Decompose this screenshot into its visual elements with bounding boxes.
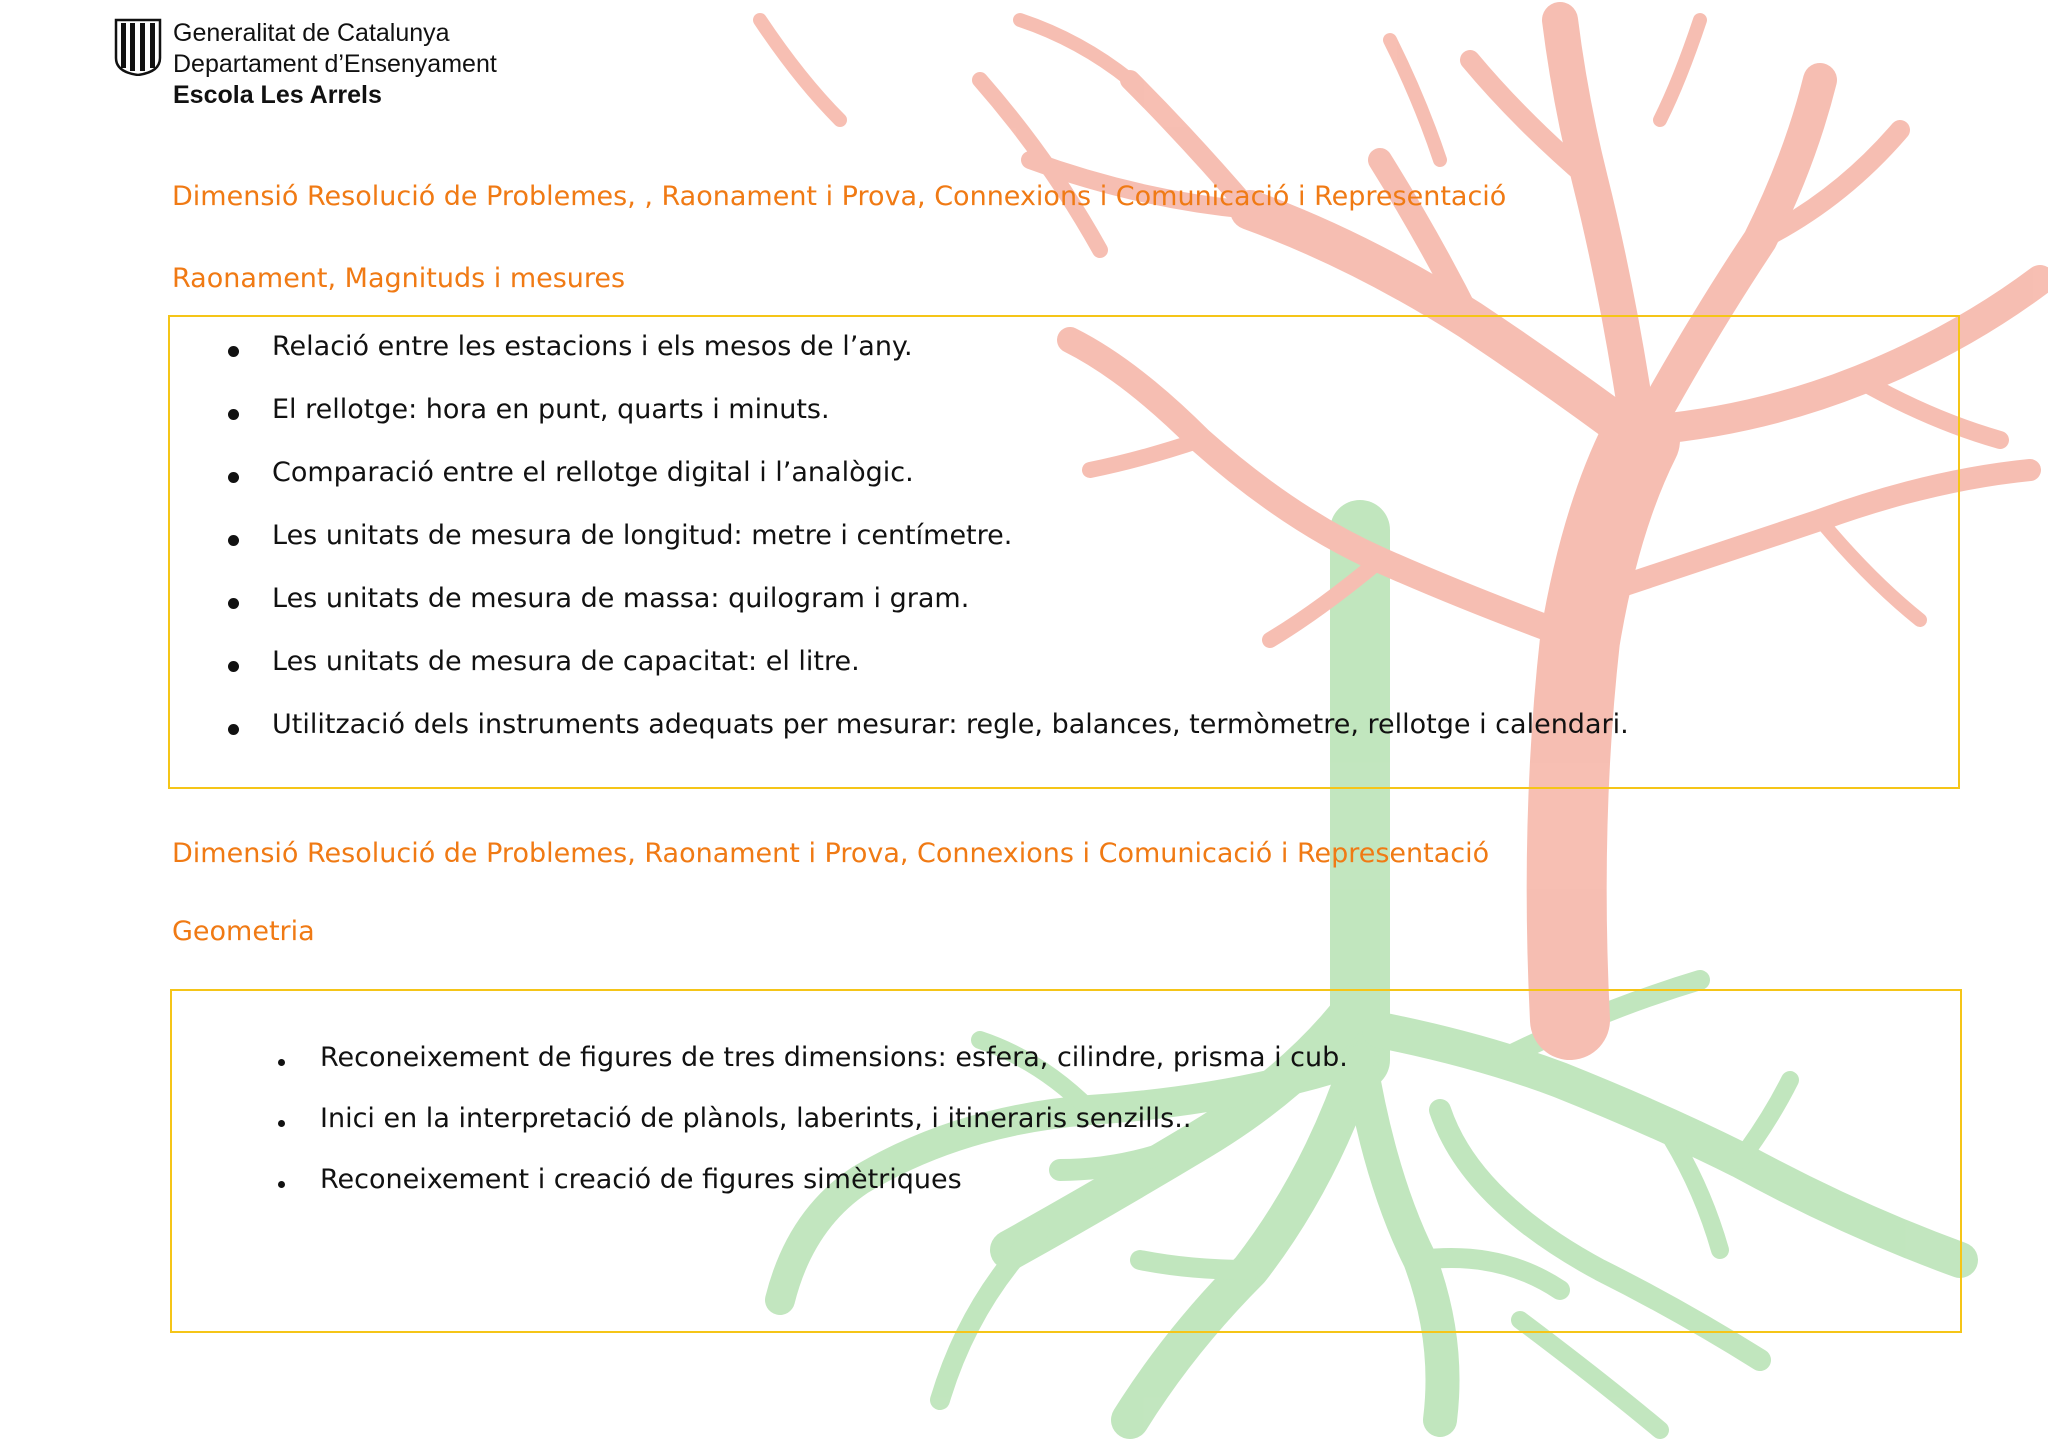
school-name: Escola Les Arrels: [173, 81, 382, 109]
bullet-icon: [228, 472, 239, 483]
bullet-icon: [228, 535, 239, 546]
section1-dimension-heading: Dimensió Resolució de Problemes, , Raonament i Prova, Connexions i Comunicació i Representació: [172, 181, 1507, 212]
bullet-icon: [228, 598, 239, 609]
generalitat-logo-icon: [114, 18, 162, 76]
section2-content-box: [170, 989, 1962, 1333]
bullet-icon: [228, 346, 239, 357]
bullet-icon: [228, 724, 239, 735]
org-name: Generalitat de Catalunya: [173, 19, 450, 47]
bullet-icon: [278, 1120, 285, 1127]
bullet-icon: [278, 1181, 285, 1188]
bullet-icon: [278, 1059, 285, 1066]
bullet-icon: [228, 661, 239, 672]
section2-dimension-heading: Dimensió Resolució de Problemes, Raonament i Prova, Connexions i Comunicació i Representació: [172, 838, 1490, 869]
section1-subtitle: Raonament, Magnituds i mesures: [172, 263, 626, 294]
bullet-icon: [228, 409, 239, 420]
department-name: Departament d’Ensenyament: [173, 50, 497, 78]
section2-subtitle: Geometria: [172, 916, 315, 947]
